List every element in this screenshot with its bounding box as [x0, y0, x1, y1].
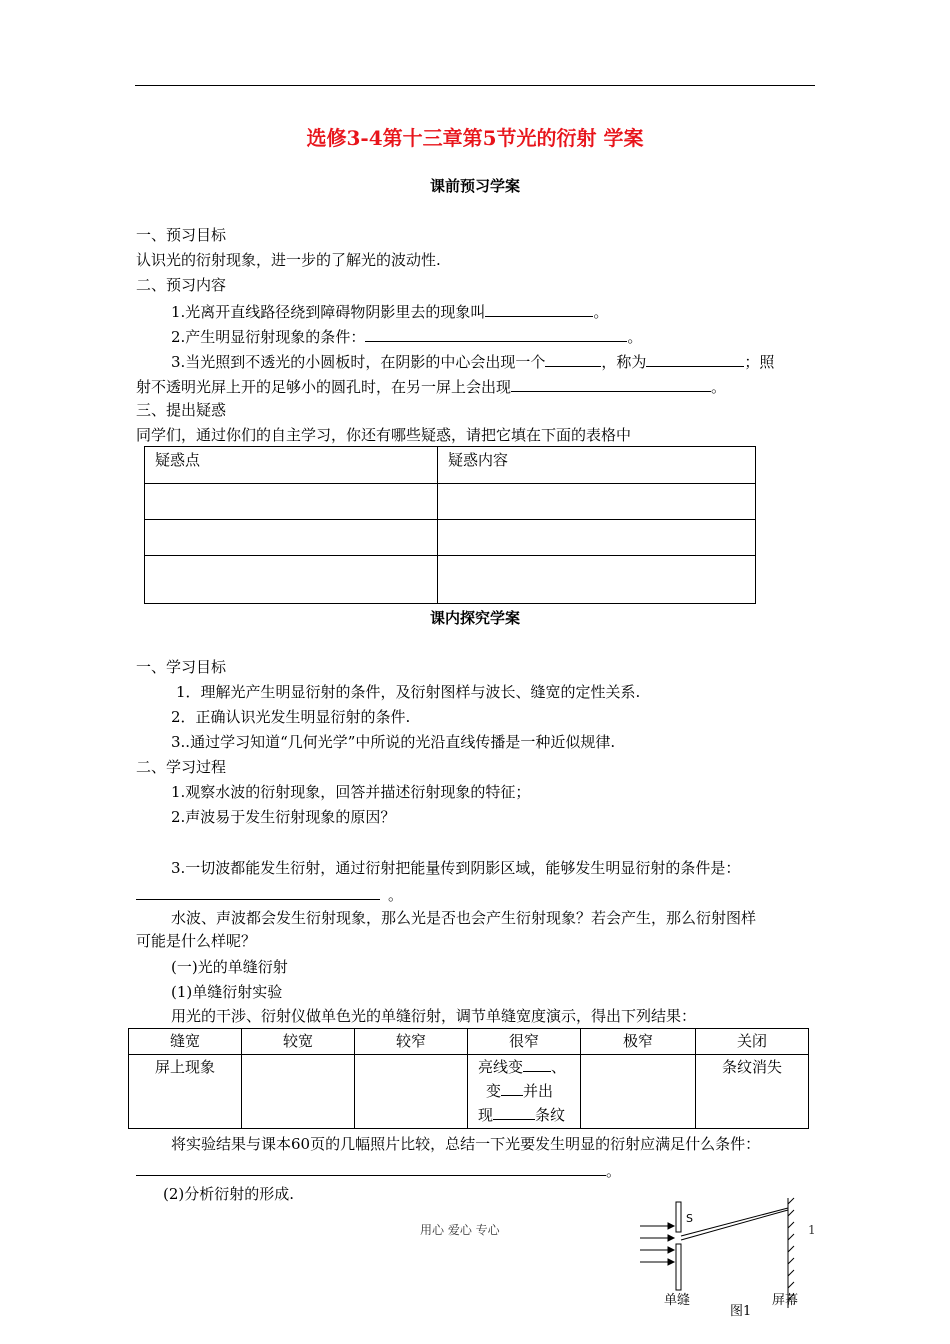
page-title: 选修3-4第十三章第5节光的衍射 学案 — [306, 126, 644, 150]
diffraction-ray-upper — [681, 1208, 788, 1236]
pre-heading: 课前预习学案 — [429, 177, 520, 195]
screen-hatch — [788, 1234, 794, 1240]
slit-cell-very-narrow — [468, 1055, 581, 1129]
process-3-blank[interactable] — [136, 883, 380, 900]
pre-q1-blank[interactable] — [485, 300, 593, 317]
process-2: 2.声波易于发生衍射现象的原因？ — [171, 808, 396, 826]
doubts-cell[interactable] — [438, 484, 756, 520]
slit-label-s: S — [686, 1212, 693, 1225]
doubts-header-point: 疑惑点 — [145, 447, 438, 484]
slit-table — [128, 1028, 809, 1129]
cell-line-2 — [478, 1079, 580, 1103]
section-experiment: (1)单缝衍射实验 — [171, 983, 283, 1001]
cell-line-3-text: 现 — [478, 1106, 494, 1124]
slit-header-narrow: 较窄 — [355, 1029, 468, 1055]
doubts-cell[interactable] — [145, 484, 438, 520]
pre-q2-text: 2.产生明显衍射现象的条件： — [171, 328, 366, 346]
doubts-cell[interactable] — [438, 556, 756, 604]
compare-end: 。 — [606, 1162, 622, 1180]
compare-answer — [136, 1159, 621, 1181]
cell-line-1-end: 、 — [551, 1058, 567, 1076]
cell-blank-2[interactable] — [501, 1079, 523, 1096]
pre-s1-title: 一、预习目标 — [136, 226, 227, 244]
footer-page-number: 1 — [808, 1223, 816, 1237]
slit-diagram — [630, 1196, 810, 1316]
pre-q2-blank[interactable] — [365, 325, 627, 342]
pre-q3-end: 。 — [711, 378, 727, 396]
screen-hatch — [788, 1246, 794, 1252]
process-3: 3.一切波都能发生衍射，通过衍射把能量传到阴影区域，能够发生明显衍射的条件是： — [171, 859, 741, 877]
inclass-heading: 课内探究学案 — [429, 609, 520, 627]
section-single-slit: (一)光的单缝衍射 — [171, 958, 288, 976]
pre-q3-cont — [136, 375, 726, 397]
slit-cell-narrow[interactable] — [355, 1055, 468, 1129]
pre-q3-text: 3.当光照到不透光的小圆板时，在阴影的中心会出现一个 — [171, 353, 546, 371]
slit-row-label: 屏上现象 — [129, 1055, 242, 1129]
pre-q1 — [171, 300, 608, 322]
pre-s3-title: 三、提出疑惑 — [136, 401, 227, 419]
screen-label: 屏幕 — [772, 1293, 799, 1308]
pre-q3-blank-1[interactable] — [545, 350, 601, 367]
experiment-text: 用光的干涉、衍射仪做单色光的单缝衍射，调节单缝宽度演示，得出下列结果： — [171, 1007, 697, 1025]
screen-hatch — [788, 1270, 794, 1276]
screen-hatch — [788, 1210, 794, 1216]
process-3-end: 。 — [388, 886, 404, 904]
table-row — [145, 556, 756, 604]
pre-q3 — [171, 350, 774, 372]
light-arrow-3 — [668, 1247, 674, 1253]
screen-hatch — [788, 1198, 794, 1204]
footer-center: 用心 爱心 专心 — [420, 1223, 500, 1237]
cell-line-3 — [478, 1103, 580, 1127]
doubts-header-content: 疑惑内容 — [438, 447, 756, 484]
inclass-s1-title: 一、学习目标 — [136, 658, 227, 676]
cell-line-1-text: 亮线变 — [478, 1058, 524, 1076]
screen-hatch — [788, 1282, 794, 1288]
cell-line-2-text: 变 — [486, 1082, 502, 1100]
light-arrow-4 — [668, 1259, 674, 1265]
cell-line-1 — [478, 1055, 580, 1079]
table-row — [145, 484, 756, 520]
pre-s3-text: 同学们，通过你们的自主学习，你还有哪些疑惑，请把它填在下面的表格中 — [136, 426, 632, 444]
figure-caption: 图1 — [730, 1304, 752, 1319]
goal-3: 3..通过学习知道“几何光学”中所说的光沿直线传播是一种近似规律. — [171, 733, 616, 751]
cell-blank-3[interactable] — [493, 1103, 535, 1120]
slit-header-wide: 较宽 — [242, 1029, 355, 1055]
goal-1: 1．理解光产生明显衍射的条件，及衍射图样与波长、缝宽的定性关系. — [176, 683, 641, 701]
goal-2: 2．正确认识光发生明显衍射的条件. — [171, 708, 411, 726]
pre-q1-text: 1.光离开直线路径绕到障碍物阴影里去的现象叫 — [171, 303, 486, 321]
slit-header-row — [129, 1029, 809, 1055]
cell-blank-1[interactable] — [523, 1055, 551, 1072]
cell-line-3-end: 条纹 — [535, 1106, 566, 1124]
screen-hatch — [788, 1222, 794, 1228]
para-1: 水波、声波都会发生衍射现象，那么光是否也会产生衍射现象？若会产生，那么衍射图样 — [171, 909, 757, 927]
inclass-s2-title: 二、学习过程 — [136, 758, 227, 776]
slit-cell-wide[interactable] — [242, 1055, 355, 1129]
diffraction-ray-lower — [681, 1210, 788, 1240]
process-3-answer — [136, 883, 403, 905]
slit-header-very-narrow: 很窄 — [468, 1029, 581, 1055]
slit-header-closed: 关闭 — [696, 1029, 809, 1055]
slit-header-extreme: 极窄 — [581, 1029, 696, 1055]
pre-q1-end: 。 — [593, 303, 609, 321]
para-1b: 可能是什么样呢？ — [136, 932, 257, 950]
doubts-cell[interactable] — [145, 556, 438, 604]
pre-q3-text-b: ，称为 — [601, 353, 647, 371]
table-row — [145, 520, 756, 556]
doubts-cell[interactable] — [145, 520, 438, 556]
slit-cell-closed: 条纹消失 — [696, 1055, 809, 1129]
slit-label: 单缝 — [664, 1293, 691, 1308]
doubts-table — [144, 446, 756, 604]
doubts-header-row — [145, 447, 756, 484]
compare-text: 将实验结果与课本60页的几幅照片比较，总结一下光要发生明显的衍射应满足什么条件： — [171, 1135, 761, 1153]
slit-cell-extreme[interactable] — [581, 1055, 696, 1129]
pre-q2 — [171, 325, 642, 347]
pre-q3-blank-2[interactable] — [646, 350, 744, 367]
pre-s1-text: 认识光的衍射现象，进一步的了解光的波动性. — [136, 251, 441, 269]
pre-q3-blank-3[interactable] — [511, 375, 711, 392]
header-rule — [135, 85, 815, 86]
pre-q3-text-c: ；照 — [744, 353, 775, 371]
pre-s2-title: 二、预习内容 — [136, 276, 227, 294]
process-1: 1.观察水波的衍射现象，回答并描述衍射现象的特征； — [171, 783, 531, 801]
pre-q2-end: 。 — [627, 328, 643, 346]
table-row — [129, 1055, 809, 1129]
slit-header-width: 缝宽 — [129, 1029, 242, 1055]
compare-blank[interactable] — [136, 1159, 606, 1176]
light-arrow-1 — [668, 1223, 674, 1229]
screen-hatch — [788, 1258, 794, 1264]
cell-line-2-end: 并出 — [523, 1082, 554, 1100]
light-arrow-2 — [668, 1235, 674, 1241]
slit-lower-plate — [676, 1244, 681, 1290]
doubts-cell[interactable] — [438, 520, 756, 556]
section-analysis: (2)分析衍射的形成. — [163, 1185, 295, 1203]
pre-q3-text-d: 射不透明光屏上开的足够小的圆孔时，在另一屏上会出现 — [136, 378, 512, 396]
slit-upper-plate — [676, 1202, 681, 1232]
